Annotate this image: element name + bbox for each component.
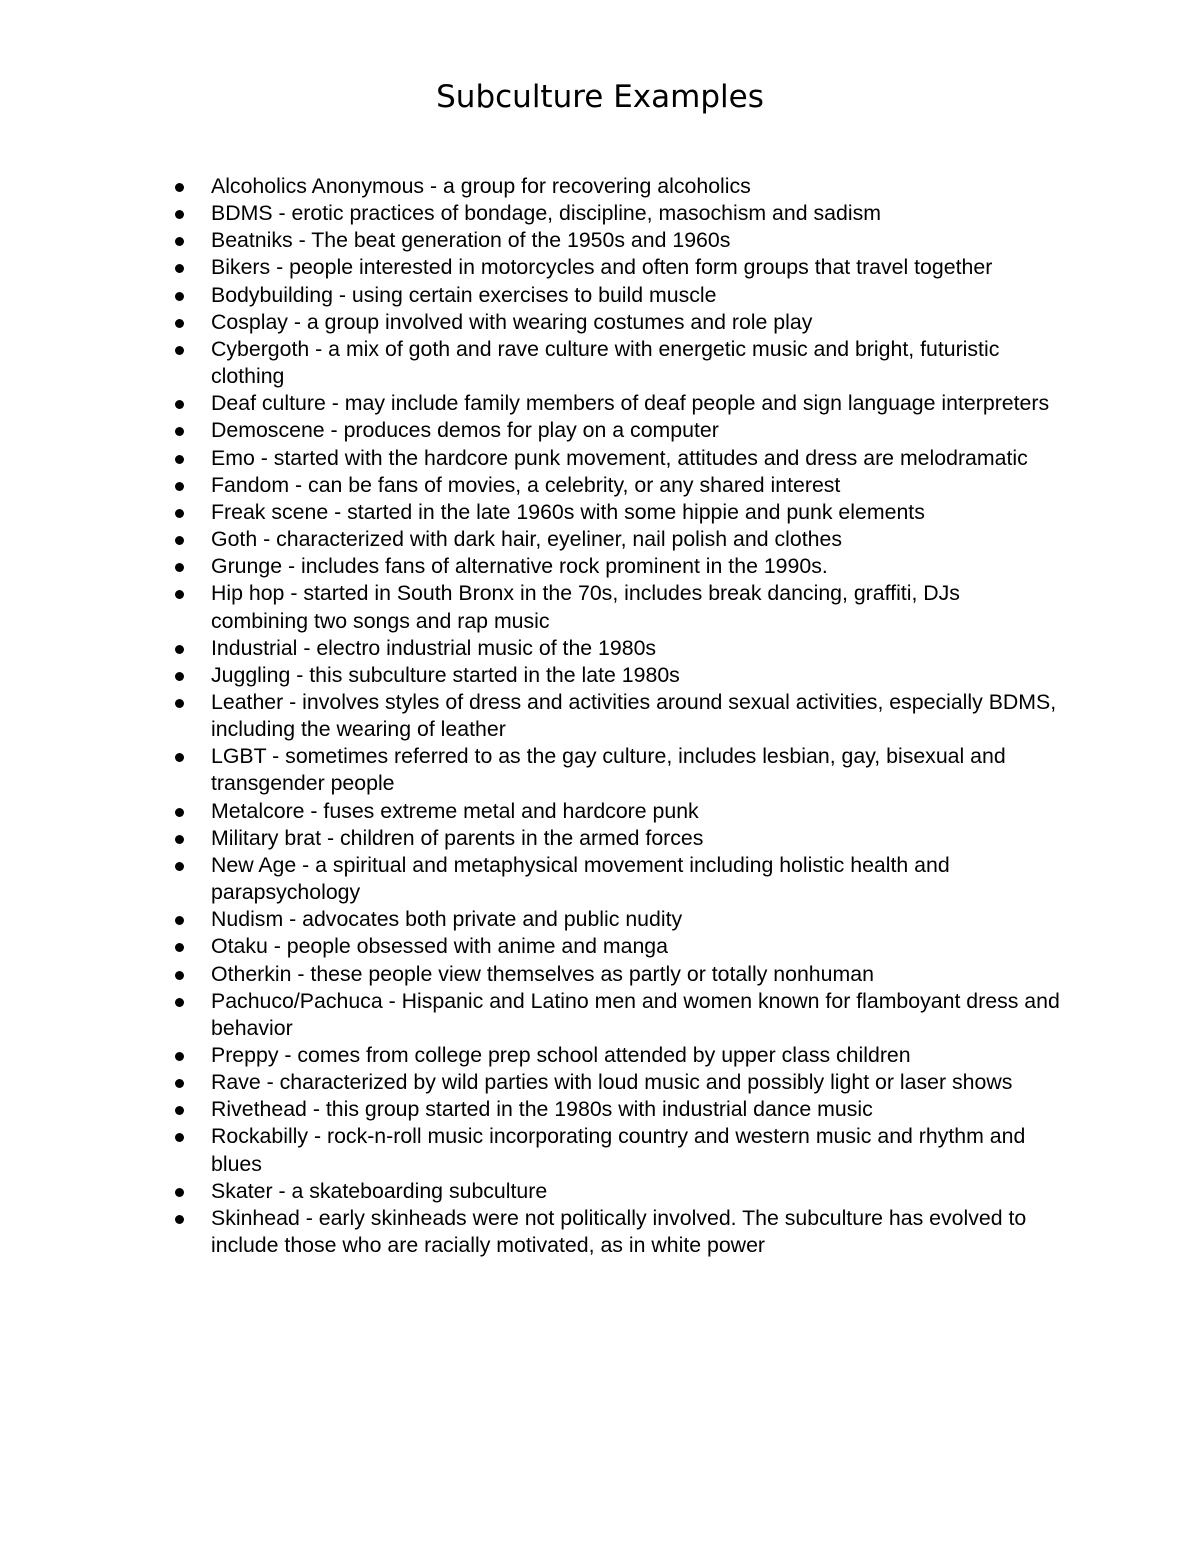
list-item-text: Industrial - electro industrial music of the 1980s xyxy=(211,635,657,660)
list-item xyxy=(211,988,1061,1042)
list-item xyxy=(211,173,1061,200)
bullet-icon xyxy=(175,455,184,464)
list-item-text: LGBT - sometimes referred to as the gay culture, includes lesbian, gay, bisexual and transgender people xyxy=(211,744,1006,796)
list-item xyxy=(211,825,1061,852)
list-item xyxy=(211,445,1061,472)
bullet-icon xyxy=(175,971,184,980)
list-item-text: BDMS - erotic practices of bondage, discipline, masochism and sadism xyxy=(211,201,881,226)
list-item-text: Emo - started with the hardcore punk movement, attitudes and dress are melodramatic xyxy=(211,445,1028,470)
bullet-icon xyxy=(175,427,184,436)
page-title: Subculture Examples xyxy=(436,79,764,115)
list-item xyxy=(211,933,1061,960)
list-item xyxy=(211,282,1061,309)
list-item-text: Preppy - comes from college prep school attended by upper class children xyxy=(211,1043,911,1067)
list-item xyxy=(211,1178,1061,1205)
list-item-text: Alcoholics Anonymous - a group for recovering alcoholics xyxy=(211,174,751,198)
list-item xyxy=(211,309,1061,336)
list-item-text: Skinhead - early skinheads were not politically involved. The subculture has evolved to include those who are racially motivated, as in white power xyxy=(211,1205,1027,1258)
list-item xyxy=(211,499,1061,526)
bullet-icon xyxy=(175,1133,184,1142)
list-item-text: Goth - characterized with dark hair, eyeliner, nail polish and clothes xyxy=(211,527,842,552)
bullet-icon xyxy=(175,835,184,844)
list-item-text: Rockabilly - rock-n-roll music incorporating country and western music and rhythm and blues xyxy=(211,1124,1026,1176)
list-item-text: Hip hop - started in South Bronx in the 70s, includes break dancing, graffiti, DJs combining two songs and rap music xyxy=(211,581,960,633)
bullet-icon xyxy=(175,1079,184,1088)
bullet-icon xyxy=(175,699,184,708)
bullet-icon xyxy=(175,1106,184,1115)
bullet-icon xyxy=(175,264,184,273)
bullet-icon xyxy=(175,536,184,545)
bullet-icon xyxy=(175,346,184,355)
bullet-icon xyxy=(175,645,184,654)
bullet-icon xyxy=(175,1215,184,1224)
bullet-icon xyxy=(175,1188,184,1197)
list-item xyxy=(211,1123,1061,1177)
bullet-icon xyxy=(175,862,184,871)
bullet-icon xyxy=(175,590,184,599)
bullet-icon xyxy=(175,943,184,952)
list-item xyxy=(211,798,1061,825)
list-item-text: Leather - involves styles of dress and activities around sexual activities, especially BDMS, including the wearing of leather xyxy=(211,689,1057,742)
list-item xyxy=(211,662,1061,689)
bullet-icon xyxy=(175,400,184,409)
list-item xyxy=(211,472,1061,499)
list-item xyxy=(211,1096,1061,1123)
bullet-icon xyxy=(175,292,184,301)
list-item xyxy=(211,254,1061,281)
list-item xyxy=(211,526,1061,553)
list-item xyxy=(211,336,1061,390)
list-item-text: Cybergoth - a mix of goth and rave culture with energetic music and bright, futuristic clothing xyxy=(211,336,1000,389)
list-item-text: Otaku - people obsessed with anime and manga xyxy=(211,934,668,959)
list-item-text: Otherkin - these people view themselves as partly or totally nonhuman xyxy=(211,961,874,986)
bullet-icon xyxy=(175,210,184,219)
list-item xyxy=(211,906,1061,933)
list-item-text: Fandom - can be fans of movies, a celebrity, or any shared interest xyxy=(211,472,841,497)
list-item xyxy=(211,961,1061,988)
list-item-text: New Age - a spiritual and metaphysical movement including holistic health and parapsychology xyxy=(211,852,950,905)
list-item-text: Cosplay - a group involved with wearing costumes and role play xyxy=(211,309,813,334)
list-item xyxy=(211,1042,1061,1069)
bullet-icon xyxy=(175,916,184,925)
list-item xyxy=(211,390,1061,417)
bullet-icon xyxy=(175,753,184,762)
list-item xyxy=(211,1069,1061,1096)
list-item xyxy=(211,852,1061,906)
list-item xyxy=(211,743,1061,797)
bullet-icon xyxy=(175,183,184,192)
list-item-text: Demoscene - produces demos for play on a computer xyxy=(211,418,719,443)
bullet-icon xyxy=(175,319,184,328)
list-item-text: Deaf culture - may include family members of deaf people and sign language interpreters xyxy=(211,391,1050,416)
list-item-text: Nudism - advocates both private and public nudity xyxy=(211,907,683,932)
list-item-text: Skater - a skateboarding subculture xyxy=(211,1178,548,1203)
list-item-text: Rivethead - this group started in the 1980s with industrial dance music xyxy=(211,1097,873,1122)
list-item-text: Pachuco/Pachuca - Hispanic and Latino men and women known for flamboyant dress and behavior xyxy=(211,988,1060,1040)
list-item-text: Grunge - includes fans of alternative rock prominent in the 1990s. xyxy=(211,554,828,579)
list-item xyxy=(211,227,1061,254)
list-item-text: Bikers - people interested in motorcycles and often form groups that travel together xyxy=(211,255,993,280)
list-item xyxy=(211,689,1061,743)
bullet-icon xyxy=(175,237,184,246)
list-item xyxy=(211,553,1061,580)
list-item-text: Juggling - this subculture started in the late 1980s xyxy=(211,662,680,687)
list-item xyxy=(211,580,1061,634)
list-item-text: Rave - characterized by wild parties with loud music and possibly light or laser shows xyxy=(211,1070,1013,1095)
list-item-text: Metalcore - fuses extreme metal and hardcore punk xyxy=(211,798,699,823)
subculture-list xyxy=(211,173,1061,1259)
bullet-icon xyxy=(175,563,184,572)
list-item-text: Military brat - children of parents in the armed forces xyxy=(211,825,704,850)
bullet-icon xyxy=(175,808,184,817)
list-item-text: Bodybuilding - using certain exercises to build muscle xyxy=(211,282,717,307)
bullet-icon xyxy=(175,482,184,491)
list-item-text: Freak scene - started in the late 1960s with some hippie and punk elements xyxy=(211,499,925,524)
list-item xyxy=(211,635,1061,662)
list-item-text: Beatniks - The beat generation of the 1950s and 1960s xyxy=(211,228,731,253)
list-item xyxy=(211,200,1061,227)
list-item xyxy=(211,417,1061,444)
bullet-icon xyxy=(175,509,184,518)
list-item xyxy=(211,1205,1061,1259)
bullet-icon xyxy=(175,672,184,681)
bullet-icon xyxy=(175,998,184,1007)
bullet-icon xyxy=(175,1052,184,1061)
